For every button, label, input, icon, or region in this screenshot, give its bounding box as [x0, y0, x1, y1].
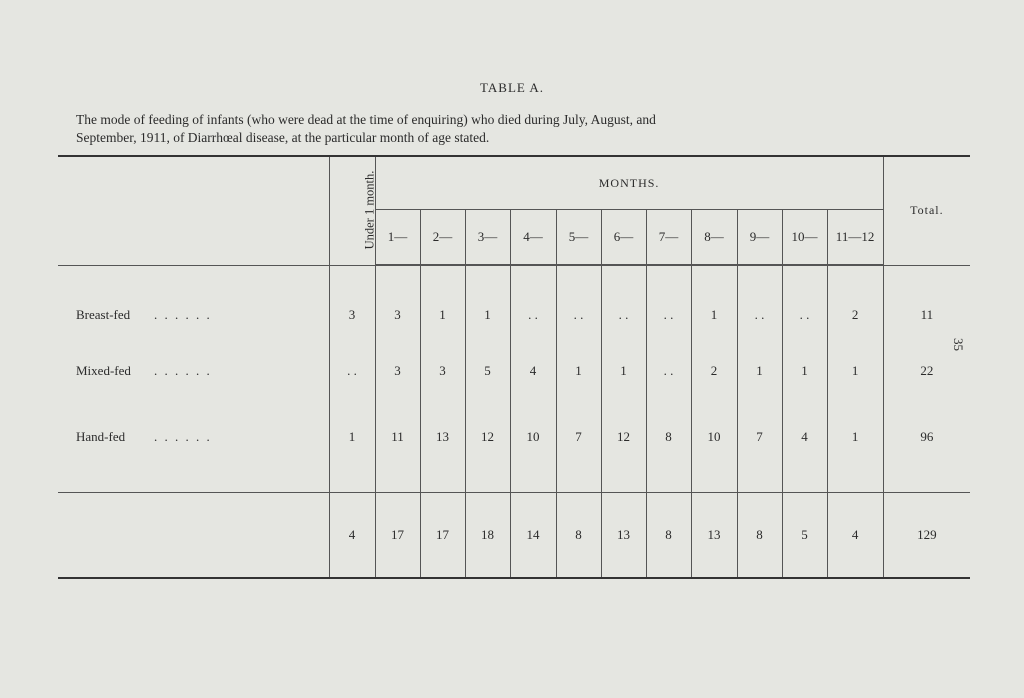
cell: . . — [646, 266, 691, 339]
row-label: Mixed-fed . . . . . . — [76, 363, 212, 378]
cell: 3 — [420, 338, 465, 404]
cell-under: 3 — [329, 266, 375, 339]
cell: 4 — [510, 338, 556, 404]
cell: 17 — [420, 493, 465, 579]
total-header: Total. — [883, 156, 970, 265]
table-title: TABLE A. — [479, 80, 544, 95]
month-header: 3— — [465, 210, 510, 265]
caption-line-2: September, 1911, of Diarrhœal disease, at the particular month of age stated. — [76, 130, 490, 145]
cell: 17 — [375, 493, 420, 579]
cell: 12 — [465, 404, 510, 470]
cell: 4 — [782, 404, 827, 470]
month-header: 9— — [737, 210, 782, 265]
totals-label — [58, 493, 329, 579]
cell-total: 22 — [883, 338, 970, 404]
leader-dots: . . . . . . — [154, 363, 212, 378]
cell: 1 — [465, 266, 510, 339]
cell: 3 — [375, 266, 420, 339]
cell: 1 — [601, 338, 646, 404]
row-label: Breast-fed . . . . . . — [76, 307, 212, 322]
cell: 10 — [691, 404, 737, 470]
leader-dots: . . . . . . — [154, 429, 212, 444]
cell: 1 — [827, 404, 883, 470]
cell: 8 — [737, 493, 782, 579]
cell: . . — [737, 266, 782, 339]
cell-total: 96 — [883, 404, 970, 470]
month-header: 5— — [556, 210, 601, 265]
cell: 7 — [556, 404, 601, 470]
month-header: 4— — [510, 210, 556, 265]
leader-dots: . . . . . . — [154, 307, 212, 322]
cell-under: . . — [329, 338, 375, 404]
month-header: 6— — [601, 210, 646, 265]
cell: 5 — [782, 493, 827, 579]
cell: 2 — [691, 338, 737, 404]
cell: 13 — [420, 404, 465, 470]
cell: 14 — [510, 493, 556, 579]
cell: . . — [646, 338, 691, 404]
cell: 7 — [737, 404, 782, 470]
cell: 1 — [782, 338, 827, 404]
row-label-header — [58, 156, 329, 265]
cell: 13 — [691, 493, 737, 579]
cell: 1 — [737, 338, 782, 404]
cell: 8 — [646, 404, 691, 470]
cell: . . — [782, 266, 827, 339]
cell: 1 — [691, 266, 737, 339]
cell: 3 — [375, 338, 420, 404]
totals-row — [58, 493, 970, 579]
cell: . . — [601, 266, 646, 339]
table-row — [58, 338, 970, 404]
table-caption — [76, 111, 964, 147]
cell: 5 — [465, 338, 510, 404]
cell-total: 129 — [883, 493, 970, 579]
caption-line-1: The mode of feeding of infants (who were dead at the time of enquiring) who died during July, August, and — [76, 112, 656, 127]
under-1-month-header: Under 1 month. — [329, 156, 375, 265]
cell: 13 — [601, 493, 646, 579]
table-row — [58, 404, 970, 470]
cell-under: 4 — [329, 493, 375, 579]
cell: 18 — [465, 493, 510, 579]
cell: 1 — [827, 338, 883, 404]
page-number: 35 — [951, 338, 966, 351]
cell-total: 11 — [883, 266, 970, 339]
month-header: 7— — [646, 210, 691, 265]
cell: 8 — [556, 493, 601, 579]
cell: 10 — [510, 404, 556, 470]
months-header: MONTHS. — [375, 156, 883, 210]
row-label: Hand-fed . . . . . . — [76, 429, 212, 444]
cell: 2 — [827, 266, 883, 339]
cell: 4 — [827, 493, 883, 579]
cell: . . — [510, 266, 556, 339]
month-header: 2— — [420, 210, 465, 265]
month-header: 10— — [782, 210, 827, 265]
cell: . . — [556, 266, 601, 339]
month-header: 1— — [375, 210, 420, 265]
cell-under: 1 — [329, 404, 375, 470]
cell: 1 — [420, 266, 465, 339]
feeding-table — [58, 155, 970, 579]
month-header: 8— — [691, 210, 737, 265]
table-row — [58, 266, 970, 339]
month-header: 11—12 — [827, 210, 883, 265]
cell: 1 — [556, 338, 601, 404]
cell: 8 — [646, 493, 691, 579]
cell: 12 — [601, 404, 646, 470]
cell: 11 — [375, 404, 420, 470]
